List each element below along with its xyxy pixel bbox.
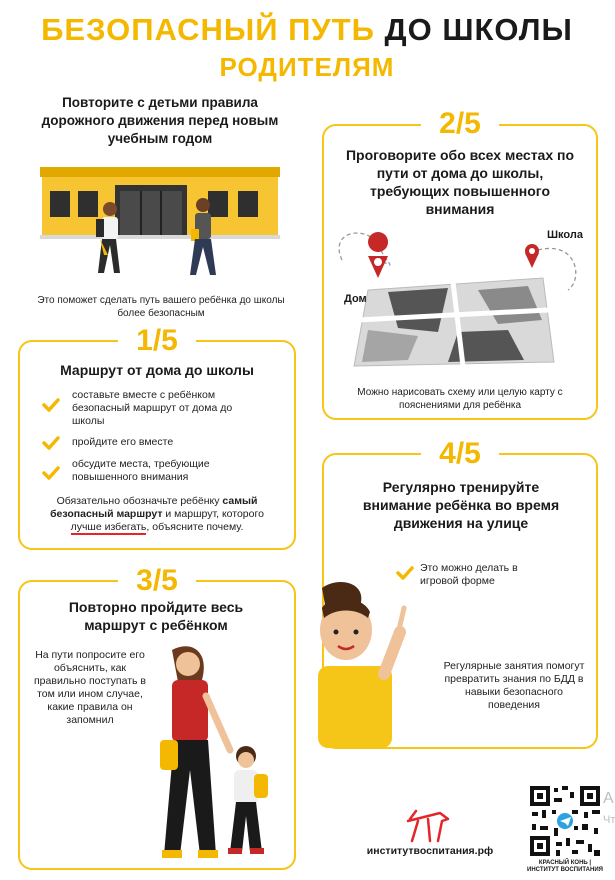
step1-number: 1/5 — [118, 326, 196, 356]
step1-note-text: , объясните почему. — [146, 521, 244, 533]
red-horse-logo — [402, 805, 450, 845]
footer-site[interactable]: институтвоспитания.рф — [366, 845, 494, 857]
step1-note — [36, 495, 278, 534]
check-icon — [42, 466, 60, 480]
step1-item: обсудите места, требующие повышенного внимания — [72, 458, 210, 483]
page-subtitle: РОДИТЕЛЯМ — [219, 52, 395, 82]
step4-number: 4/5 — [421, 438, 499, 470]
qr-caption-line: КРАСНЫЙ КОНЬ | — [538, 860, 592, 866]
step1-item: пройдите его вместе — [72, 436, 174, 448]
step2-heading: Проговорите обо всех местах по пути от дома до школы, требующих повышенного внимания — [345, 147, 575, 217]
step3-number: 3/5 — [118, 566, 196, 596]
step1-note-text: и маршрут, которого — [162, 508, 264, 520]
school-illustration — [40, 155, 280, 293]
map-label-school: Школа — [547, 229, 583, 241]
step1-note-bold: самый безопасный маршрут — [50, 495, 258, 520]
parent-child-illustration — [150, 640, 290, 865]
qr-caption — [518, 860, 612, 874]
qr-code[interactable] — [528, 784, 602, 858]
page-title-highlight: БЕЗОПАСНЫЙ ПУТЬ — [41, 12, 375, 47]
intro-heading: Повторите с детьми правила дорожного движения перед новым учебным годом — [41, 95, 279, 146]
step2-number: 2/5 — [421, 108, 499, 140]
qr-caption-line: ИНСТИТУТ ВОСПИТАНИЯ — [527, 867, 603, 873]
intro-caption: Это поможет сделать путь вашего ребёнка до школы более безопасным — [37, 295, 285, 319]
step4-item: Это можно делать в игровой форме — [420, 562, 518, 587]
check-icon — [42, 436, 60, 450]
map-label-home: Дом — [344, 293, 367, 305]
step4-heading: Регулярно тренируйте внимание ребёнка во время движения на улице — [362, 479, 560, 531]
step1-note-text: Обязательно обозначьте ребёнку — [56, 495, 223, 507]
boy-pointing-illustration — [318, 578, 430, 748]
step1-note-underlined: лучше избегать — [70, 521, 147, 533]
step1-heading: Маршрут от дома до школы — [60, 362, 254, 378]
step2-caption: Можно нарисовать схему или целую карту с пояснениями для ребёнка — [357, 387, 563, 411]
route-map-illustration — [328, 220, 596, 370]
edge-text: А — [603, 790, 614, 807]
page-title-rest: ДО ШКОЛЫ — [384, 12, 573, 47]
page-title — [0, 12, 614, 48]
step3-heading: Повторно пройдите весь маршрут с ребёнком — [68, 599, 244, 633]
step1-item: составьте вместе с ребёнком безопасный маршрут от дома до школы — [72, 389, 233, 427]
edge-text: Чт — [603, 814, 615, 826]
step3-text: На пути попросите его объяснить, как правильно поступать в том или ином случае, какие правила он запомнил — [34, 649, 146, 726]
step4-text: Регулярные занятия помогут превратить знания по БДД в навыки безопасного поведения — [443, 660, 585, 711]
check-icon — [42, 398, 60, 412]
